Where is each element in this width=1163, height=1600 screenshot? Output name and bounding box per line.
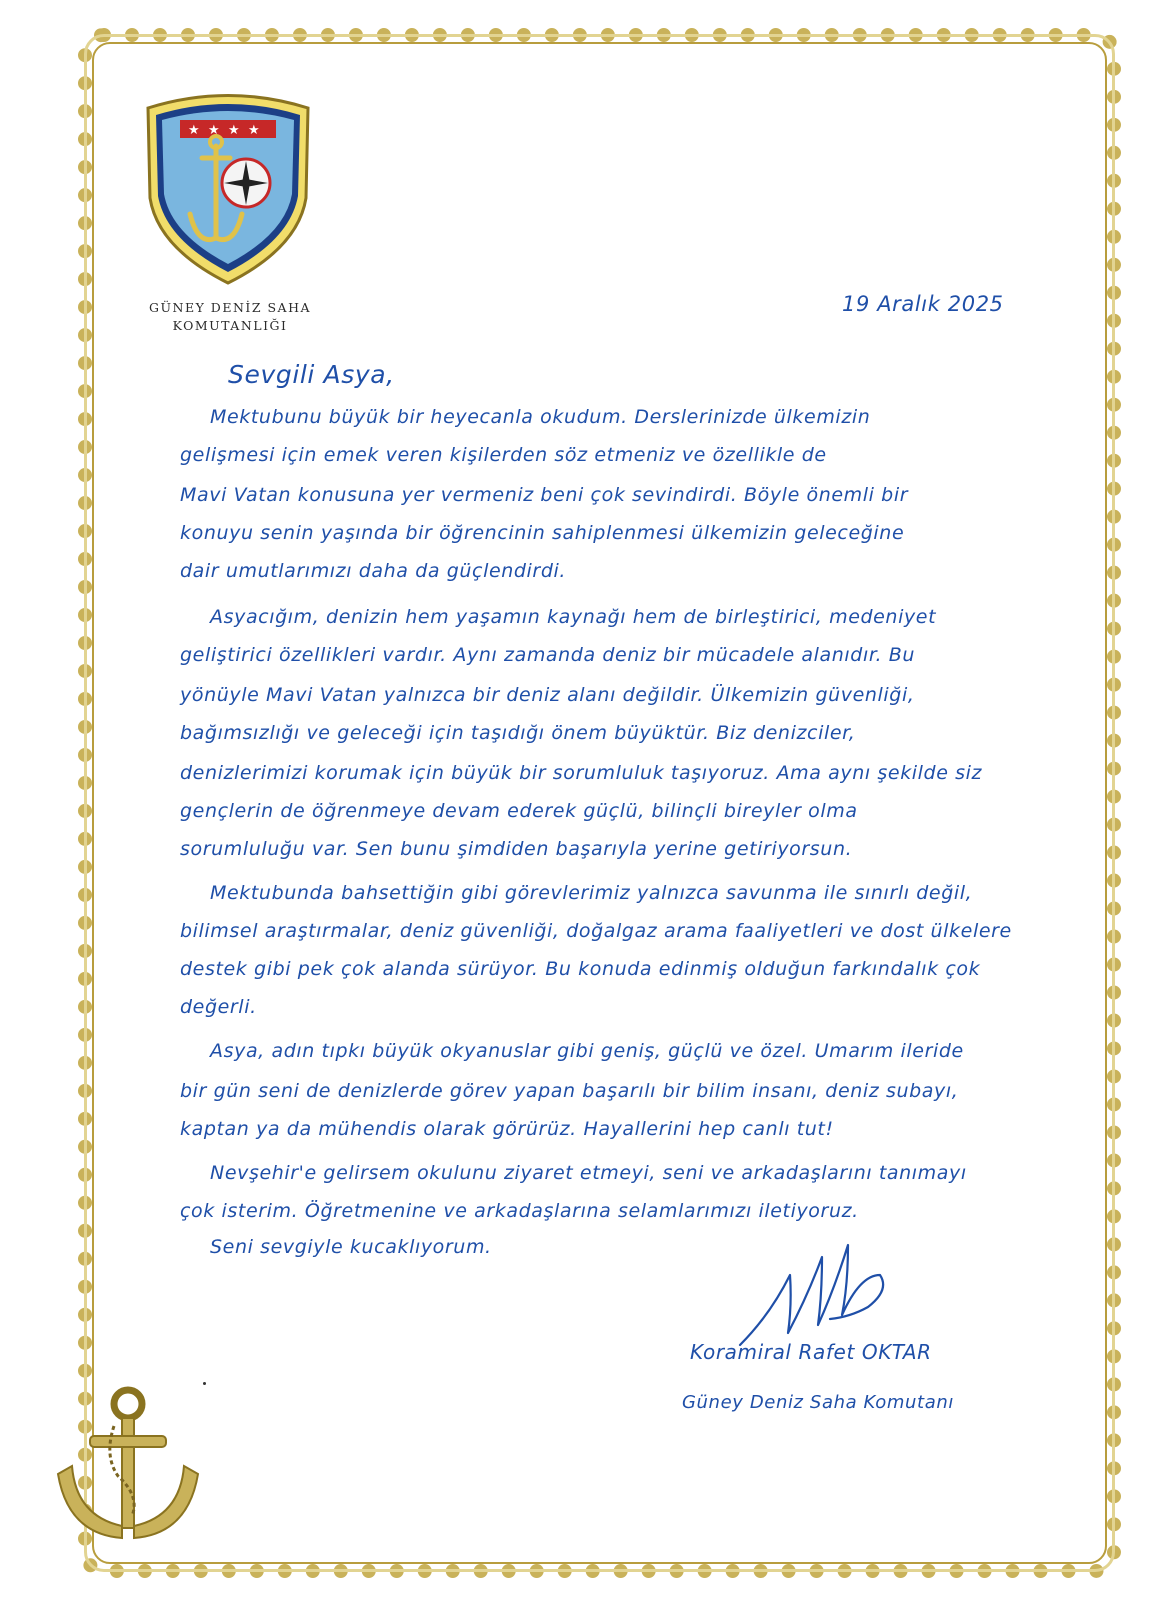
- letter-line: dair umutlarımızı daha da güçlendirdi.: [180, 560, 567, 582]
- letter-line: bağımsızlığı ve geleceği için taşıdığı önem büyüktür. Biz denizciler,: [180, 722, 856, 744]
- svg-text:★: ★: [248, 123, 260, 138]
- letter-line: kaptan ya da mühendis olarak görürüz. Hayallerini hep canlı tut!: [180, 1118, 834, 1140]
- letter-line: çok isterim. Öğretmenine ve arkadaşlarına selamlarımızı iletiyoruz.: [180, 1200, 859, 1222]
- organization-name-line1: GÜNEY DENİZ SAHA: [148, 300, 311, 315]
- letter-line: gençlerin de öğrenmeye devam ederek güçlü, bilinçli bireyler olma: [180, 800, 858, 822]
- ink-speck: [203, 1382, 206, 1385]
- handwritten-signature: [730, 1235, 905, 1355]
- svg-text:★: ★: [188, 123, 200, 138]
- svg-text:★: ★: [208, 123, 220, 138]
- letter-line: Asyacığım, denizin hem yaşamın kaynağı hem de birleştirici, medeniyet: [210, 606, 937, 628]
- letter-line: Asya, adın tıpkı büyük okyanuslar gibi geniş, güçlü ve özel. Umarım ileride: [210, 1040, 964, 1062]
- letter-line: bir gün seni de denizlerde görev yapan başarılı bir bilim insanı, deniz subayı,: [180, 1080, 959, 1102]
- letter-line: destek gibi pek çok alanda sürüyor. Bu konuda edinmiş olduğun farkındalık çok: [180, 958, 981, 980]
- letter-line: konuyu senin yaşında bir öğrencinin sahiplenmesi ülkemizin geleceğine: [180, 522, 905, 544]
- letter-line: Nevşehir'e gelirsem okulunu ziyaret etmeyi, seni ve arkadaşlarını tanımayı: [210, 1162, 967, 1184]
- letter-line: denizlerimizi korumak için büyük bir sorumluluk taşıyoruz. Ama aynı şekilde siz: [180, 762, 983, 784]
- letter-line: Mektubunda bahsettiğin gibi görevlerimiz yalnızca savunma ile sınırlı değil,: [210, 882, 973, 904]
- navy-command-emblem: [138, 88, 318, 288]
- anchor-icon: [48, 1366, 208, 1556]
- signatory-name: Koramiral Rafet OKTAR: [690, 1340, 932, 1364]
- letter-line: yönüyle Mavi Vatan yalnızca bir deniz alanı değildir. Ülkemizin güvenliği,: [180, 684, 915, 706]
- letter-line: sorumluluğu var. Sen bunu şimdiden başarıyla yerine getiriyorsun.: [180, 838, 853, 860]
- letter-line: gelişmesi için emek veren kişilerden söz etmeniz ve özellikle de: [180, 444, 827, 466]
- letter-line: Mavi Vatan konusuna yer vermeniz beni çok sevindirdi. Böyle önemli bir: [180, 484, 909, 506]
- letter-closing: Seni sevgiyle kucaklıyorum.: [210, 1236, 492, 1258]
- letter-line: bilimsel araştırmalar, deniz güvenliği, doğalgaz arama faaliyetleri ve dost ülkelere: [180, 920, 1012, 942]
- letter-line: Mektubunu büyük bir heyecanla okudum. Derslerinizde ülkemizin: [210, 406, 871, 428]
- organization-name-line2: KOMUTANLIĞI: [172, 318, 288, 333]
- letter-date: 19 Aralık 2025: [842, 292, 1004, 316]
- letter-line: değerli.: [180, 996, 257, 1018]
- letter-greeting: Sevgili Asya,: [228, 360, 395, 389]
- signatory-title: Güney Deniz Saha Komutanı: [682, 1392, 954, 1413]
- svg-text:★: ★: [228, 123, 240, 138]
- letter-line: geliştirici özellikleri vardır. Aynı zamanda deniz bir mücadele alanıdır. Bu: [180, 644, 916, 666]
